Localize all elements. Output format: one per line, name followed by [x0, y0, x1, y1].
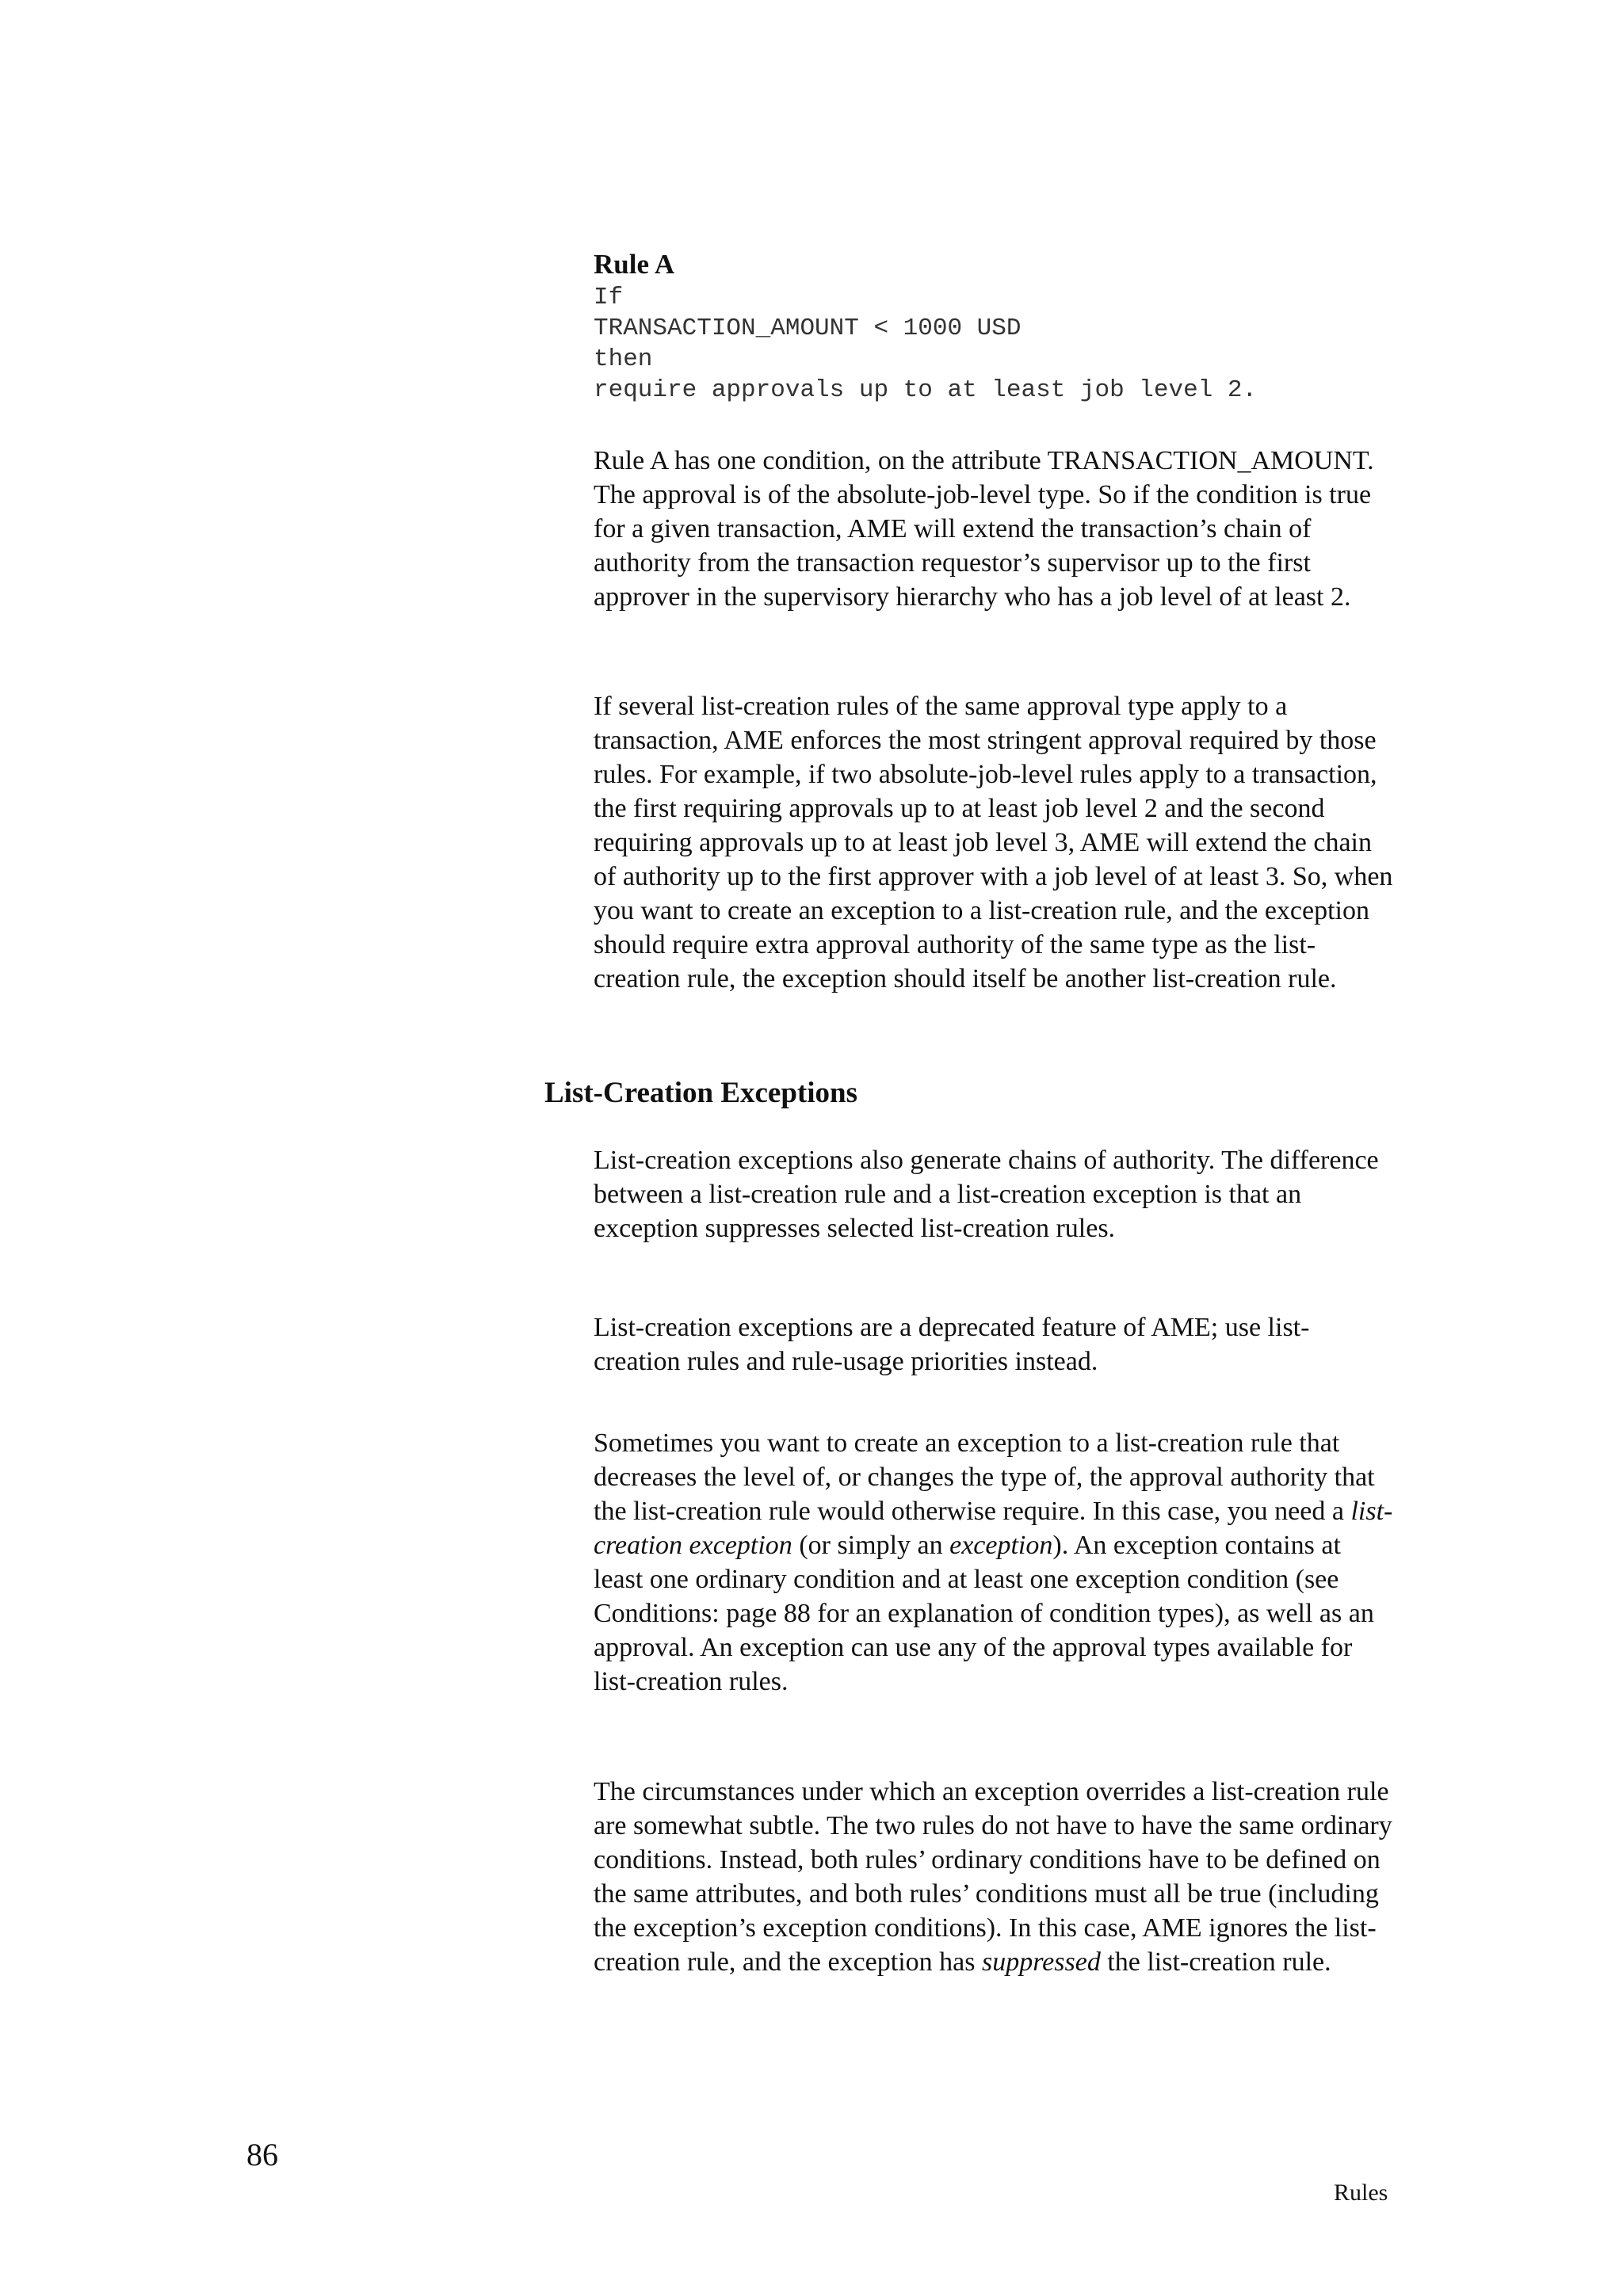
paragraph-stringent-approval: If several list-creation rules of the same approval type apply to a transaction, AME enforces the most stringent approval required by those rules. For example, if two absolute-job-level rules apply to a transaction, the first requiring approvals up to at least job level 2 and the second requiring approvals up to at least job level 3, AME will extend the chain of authority up to the first approver with a job level of at least 3. So, when you want to create an exception to a list-creation rule, and the exception should require extra approval authority of the same type as the list-creation rule, the exception should itself be another list-creation rule.	[594, 692, 1393, 994]
paragraph-override-circumstances	[594, 1775, 1394, 1979]
emphasis-suppressed: suppressed	[981, 1947, 1101, 1977]
section-heading: List-Creation Exceptions	[544, 1077, 858, 1109]
text-segment: The circumstances under which an exception overrides a list-creation rule are somewhat subtle. The two rules do not have to have the same ordinary conditions. Instead, both rules’ ordinary conditions have to be defined on the same attributes, and both rules’ conditions must all be true (including the exception’s exception conditions). In this case, AME ignores the list-creation rule, and the exception has	[594, 1777, 1392, 1977]
rule-example	[594, 247, 1394, 406]
code-line-if: If	[594, 284, 624, 311]
footer-section-label: Rules	[1334, 2180, 1388, 2206]
rule-title: Rule A	[594, 249, 675, 280]
paragraph-rule-a-explanation: Rule A has one condition, on the attribute TRANSACTION_AMOUNT. The approval is of the absolute-job-level type. So if the condition is true for a given transaction, AME will extend the transaction’s chain of authority from the transaction requestor’s supervisor up to the first approver in the supervisory hierarchy who has a job level of at least 2.	[594, 446, 1374, 612]
emphasis-exception: exception	[949, 1531, 1053, 1560]
code-line-condition: TRANSACTION_AMOUNT < 1000 USD	[594, 315, 1022, 342]
text-segment: Sometimes you want to create an exception to a list-creation rule that decreases the level of, or changes the type of, the approval authority that the list-creation rule would otherwise require. In this case, you need a	[594, 1428, 1375, 1526]
code-line-then: then	[594, 345, 653, 373]
code-line-action: require approvals up to at least job level 2.	[594, 376, 1258, 404]
text-segment: (or simply an	[792, 1531, 950, 1560]
text-segment: ). An exception contains at least one ordinary condition and at least one exception condition (see Conditions: page 88 for an explanation of condition types), as well as an approval. An exception can use any of the approval types available for list-creation rules.	[594, 1531, 1374, 1696]
paragraph-exceptions-intro: List-creation exceptions also generate chains of authority. The difference between a list-creation rule and a list-creation exception is that an exception suppresses selected list-creation rules.	[594, 1146, 1379, 1243]
text-segment: the list-creation rule.	[1100, 1947, 1331, 1977]
emphasis-list-creation-exception: list-creation exception	[594, 1497, 1393, 1560]
paragraph-deprecated-note: List-creation exceptions are a deprecated feature of AME; use list-creation rules and rule-usage priorities instead.	[594, 1313, 1310, 1376]
paragraph-exception-definition	[594, 1426, 1394, 1699]
page-number: 86	[246, 2137, 278, 2172]
